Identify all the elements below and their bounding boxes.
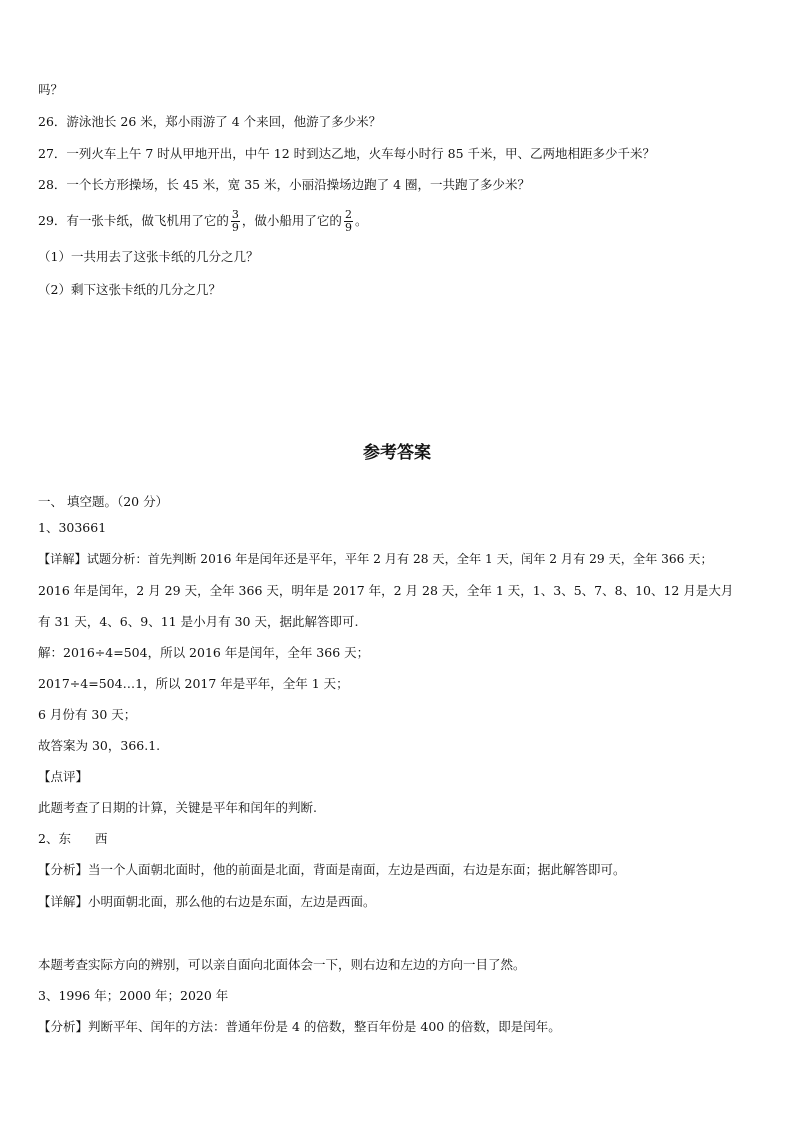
answer-2-number: 2、东 西 (38, 831, 108, 846)
answer-2-detail: 【详解】小明面朝北面，那么他的右边是东面，左边是西面。 (38, 894, 376, 909)
answer-1-solution-4: 故答案为 30，366.1. (38, 738, 161, 753)
answer-1-comment-tag: 【点评】 (38, 769, 89, 784)
section-1-heading: 一、 填空题。（20 分） (38, 494, 169, 509)
question-29 (38, 207, 367, 235)
answers-title: 参考答案 (363, 443, 431, 463)
answer-1-solution-1: 解：2016÷4=504，所以 2016 年是闰年，全年 366 天； (38, 645, 370, 660)
question-26: 26．游泳池长 26 米，郑小雨游了 4 个来回，他游了多少米？ (38, 114, 382, 129)
question-29-text-c: 。 (354, 213, 368, 228)
answer-3-number: 3、1996 年；2000 年；2020 年 (38, 988, 229, 1003)
question-29-sub1: （1）一共用去了这张卡纸的几分之几？ (38, 249, 259, 264)
question-25-tail: 吗？ (38, 82, 64, 97)
answer-2-note: 本题考查实际方向的辨别，可以亲自面向北面体会一下，则右边和左边的方向一目了然。 (38, 957, 526, 972)
answer-1-detail-3: 有 31 天，4、6、9、11 是小月有 30 天，据此解答即可. (38, 614, 359, 629)
answer-1-solution-3: 6 月份有 30 天； (38, 707, 137, 722)
answer-3-analysis: 【分析】判断平年、闰年的方法：普通年份是 4 的倍数，整百年份是 400 的倍数，即是闰年。 (38, 1019, 561, 1034)
fraction-3-9: $\frac{3}{9}$ (231, 208, 239, 234)
answer-2-analysis: 【分析】当一个人面朝北面时，他的前面是北面，背面是南面，左边是西面，右边是东面；据此解答即可。 (38, 862, 626, 877)
answer-1-detail-1: 【详解】试题分析：首先判断 2016 年是闰年还是平年，平年 2 月有 28 天，全年 1 天，闰年 2 月有 29 天，全年 366 天； (38, 552, 713, 566)
fraction-2-9: $\frac{2}{9}$ (344, 208, 352, 234)
question-29-text-b: ，做小船用了它的 (241, 213, 342, 228)
answer-1-number: 1、303661 (38, 520, 107, 535)
question-28: 28．一个长方形操场，长 45 米，宽 35 米，小丽沿操场边跑了 4 圈，一共跑了多少米？ (38, 177, 531, 192)
answer-1-comment: 此题考查了日期的计算，关键是平年和闰年的判断. (38, 800, 317, 815)
question-29-text-a: 29．有一张卡纸，做飞机用了它的 (38, 213, 229, 228)
question-29-sub2: （2）剩下这张卡纸的几分之几？ (38, 282, 221, 297)
answer-1-solution-2: 2017÷4=504…1，所以 2017 年是平年，全年 1 天； (38, 676, 349, 691)
answer-1-detail-2: 2016 年是闰年，2 月 29 天，全年 366 天，明年是 2017 年，2 月 28 天，全年 1 天，1、3、5、7、8、10、12 月是大月 (38, 583, 734, 598)
question-27: 27．一列火车上午 7 时从甲地开出，中午 12 时到达乙地，火车每小时行 85 千米，甲、乙两地相距多少千米？ (38, 146, 656, 161)
